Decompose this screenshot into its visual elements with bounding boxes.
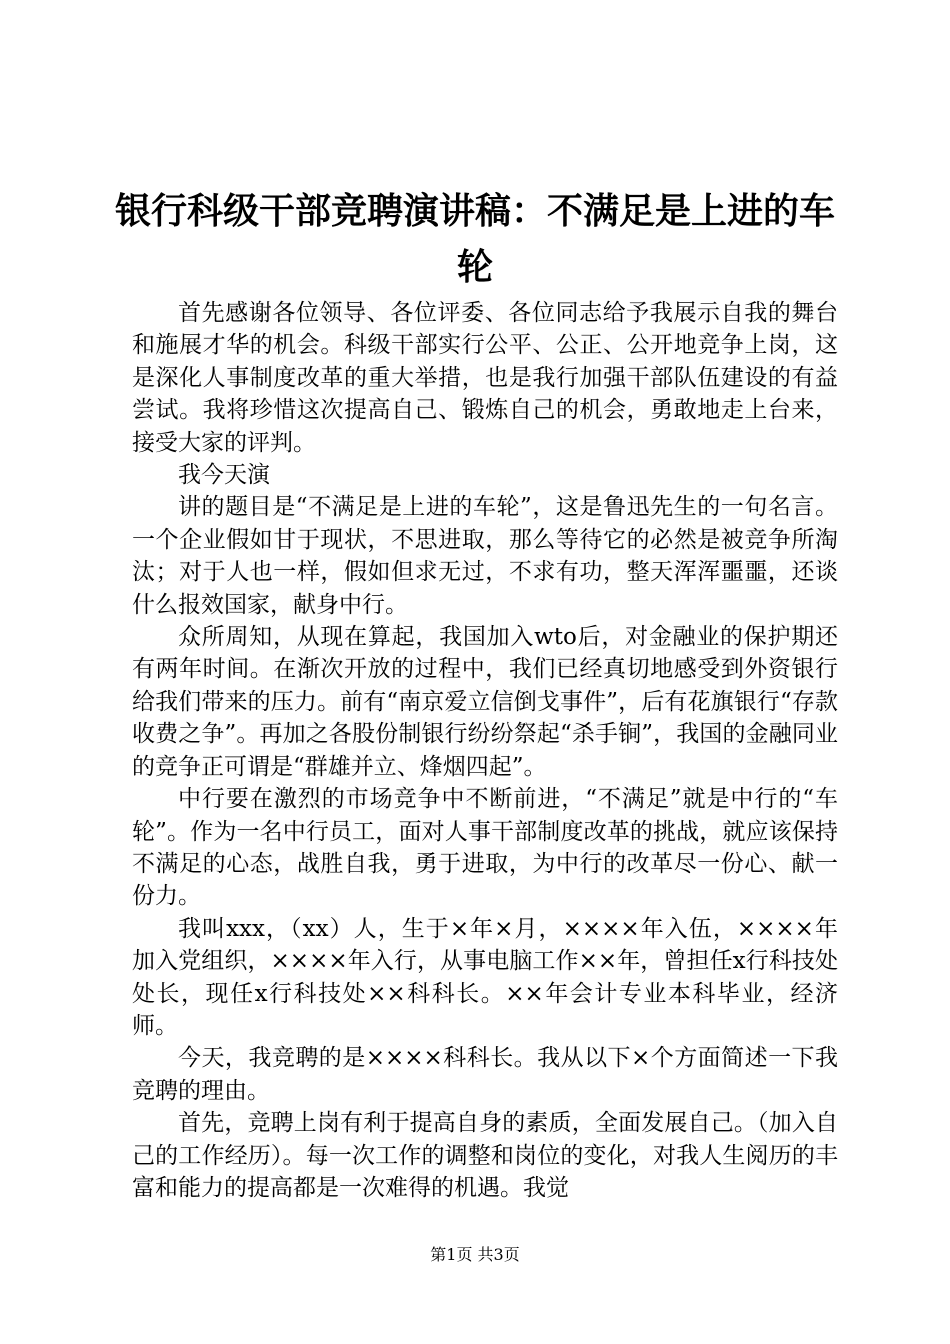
paragraph: 我叫xxx，（xx）人，生于×年×月，××××年入伍，××××年加入党组织，××××年入行，从事电脑工作××年，曾担任x行科技处处长，现任x行科技处××科科长。××年会计专业本科毕业，经济师。	[132, 915, 838, 1039]
paragraph: 众所周知，从现在算起，我国加入wto后，对金融业的保护期还有两年时间。在渐次开放的过程中，我们已经真切地感受到外资银行给我们带来的压力。前有“南京爱立信倒戈事件”，后有花旗银行“存款收费之争”。再加之各股份制银行纷纷祭起“杀手锏”，我国的金融同业的竞争正可谓是“群雄并立、烽烟四起”。	[132, 624, 838, 780]
document-title: 银行科级干部竞聘演讲稿：不满足是上进的车轮	[114, 190, 835, 288]
document-body	[132, 297, 838, 1204]
paragraph: 我今天演	[178, 462, 270, 489]
paragraph: 首先，竞聘上岗有利于提高自身的素质，全面发展自己。（加入自己的工作经历）。每一次工作的调整和岗位的变化，对我人生阅历的丰富和能力的提高都是一次难得的机遇。我觉	[132, 1110, 838, 1201]
page-footer: 第1页 共3页	[430, 1245, 520, 1264]
paragraph: 中行要在激烈的市场竞争中不断前进，“不满足”就是中行的“车轮”。作为一名中行员工，面对人事干部制度改革的挑战，就应该保持不满足的心态，战胜自我，勇于进取，为中行的改革尽一份心、献一份力。	[132, 786, 838, 910]
paragraph: 首先感谢各位领导、各位评委、各位同志给予我展示自我的舞台和施展才华的机会。科级干部实行公平、公正、公开地竞争上岗，这是深化人事制度改革的重大举措，也是我行加强干部队伍建设的有益尝试。我将珍惜这次提高自己、锻炼自己的机会，勇敢地走上台来，接受大家的评判。	[132, 300, 838, 456]
paragraph: 今天，我竞聘的是××××科科长。我从以下×个方面简述一下我竞聘的理由。	[132, 1045, 838, 1104]
paragraph: 讲的题目是“不满足是上进的车轮”，这是鲁迅先生的一句名言。一个企业假如甘于现状，不思进取，那么等待它的必然是被竞争所淘汰；对于人也一样，假如但求无过，不求有功，整天浑浑噩噩，还谈什么报效国家，献身中行。	[132, 494, 838, 618]
